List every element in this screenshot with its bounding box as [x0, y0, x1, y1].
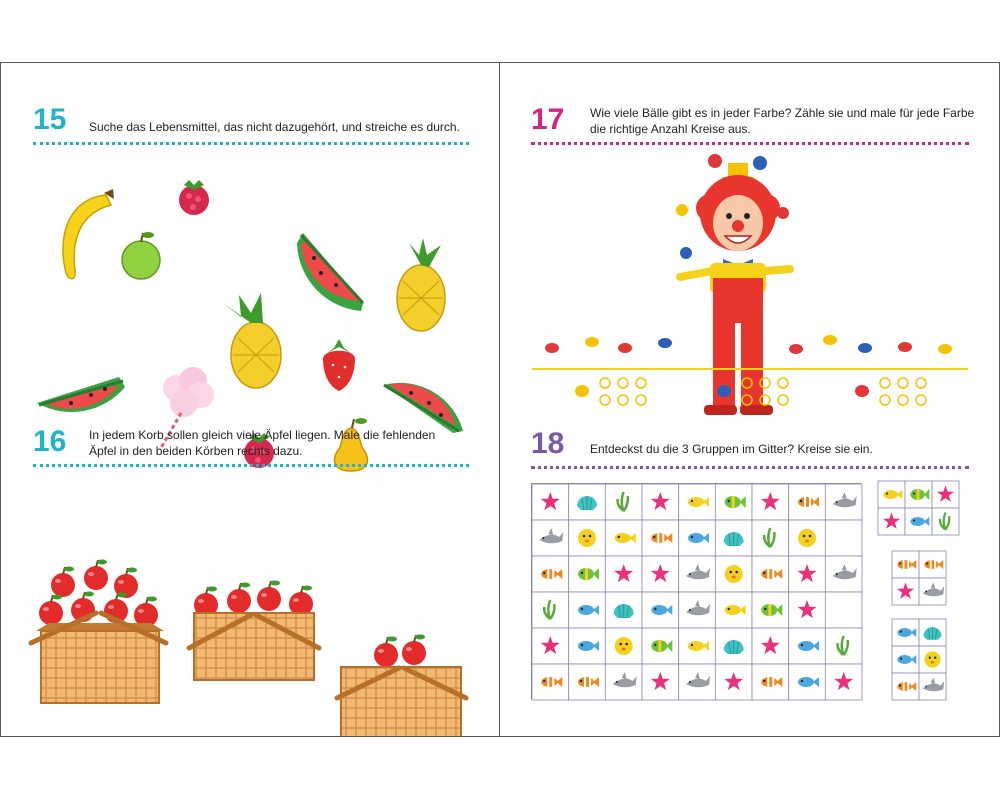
- watermelon-icon[interactable]: [384, 383, 463, 433]
- exercise-18-instruction: Entdeckst du die 3 Gruppen im Gitter? Kreise sie ein.: [590, 442, 873, 456]
- exercise-17-instruction-line-1: Wie viele Bälle gibt es in jeder Farbe? Zähle sie und male für jede Farbe: [590, 106, 975, 120]
- exercise-15-divider: [33, 142, 469, 145]
- exercise-17-divider: [531, 142, 969, 145]
- red-ball-counter: [855, 378, 926, 405]
- ball-icon: [753, 156, 767, 170]
- pufferfish-icon: [924, 651, 940, 667]
- exercise-17-number: 17: [531, 103, 565, 136]
- sea-creature-grid-cells: [532, 484, 862, 700]
- exercise-17-instruction-line-2: die richtige Anzahl Kreise aus.: [590, 122, 751, 136]
- exercise-16-instruction-line-2: Äpfel in den beiden Körben rechts dazu.: [89, 444, 303, 458]
- grid-cell[interactable]: [825, 592, 862, 628]
- exercise-17-juggler-scene: [500, 153, 1000, 413]
- ball-icon: [585, 337, 599, 347]
- watermelon-icon[interactable]: [297, 233, 363, 311]
- exercise-16-instruction-line-1: In jedem Korb sollen gleich viele Äpfel liegen. Male die fehlenden: [89, 428, 436, 442]
- left-page: [0, 62, 500, 737]
- ball-icon: [676, 204, 688, 216]
- exercise-15-instruction: Suche das Lebensmittel, das nicht dazugehört, und streiche es durch.: [89, 120, 460, 134]
- ball-icon: [618, 343, 632, 353]
- ball-icon: [898, 342, 912, 352]
- grid-cell[interactable]: [532, 592, 569, 628]
- ball-icon: [823, 335, 837, 345]
- exercise-16-number: 16: [33, 425, 67, 458]
- group-cell: [932, 508, 959, 535]
- apple-icon[interactable]: [122, 232, 160, 279]
- ball-icon: [858, 343, 872, 353]
- pineapple-icon[interactable]: [223, 293, 281, 388]
- sea-creature-grid: [531, 483, 861, 699]
- ball-icon: [789, 344, 803, 354]
- raspberry-icon[interactable]: [179, 180, 209, 215]
- ball-icon: [680, 247, 692, 259]
- ball-icon: [708, 154, 722, 168]
- ball-icon: [658, 338, 672, 348]
- exercise-15-food-area: [1, 163, 500, 423]
- exercise-15-number: 15: [33, 103, 67, 136]
- banana-icon[interactable]: [63, 189, 114, 279]
- ball-icon: [545, 343, 559, 353]
- basket-icon: [337, 635, 466, 738]
- pineapple-icon[interactable]: [397, 238, 445, 331]
- exercise-16-baskets: [1, 503, 500, 733]
- exercise-18-divider: [531, 466, 969, 469]
- watermelon-icon[interactable]: [37, 377, 125, 412]
- pufferfish-icon: [725, 565, 743, 583]
- clown-icon: [680, 163, 790, 415]
- grid-cell[interactable]: [825, 520, 862, 556]
- yellow-ball-counter: [575, 378, 646, 405]
- ball-icon: [777, 207, 789, 219]
- right-page: [499, 62, 1000, 737]
- exercise-18-number: 18: [531, 427, 565, 460]
- grid-cell[interactable]: [825, 628, 862, 664]
- grid-cell[interactable]: [752, 520, 789, 556]
- pufferfish-icon: [798, 529, 816, 547]
- exercise-16-divider: [33, 464, 469, 467]
- pufferfish-icon: [615, 637, 633, 655]
- basket-icon: [31, 560, 166, 704]
- basket-icon: [189, 581, 319, 681]
- ball-icon: [938, 344, 952, 354]
- sea-creature-groups: [875, 481, 975, 711]
- grid-cell[interactable]: [605, 484, 642, 520]
- pufferfish-icon: [578, 529, 596, 547]
- strawberry-icon[interactable]: [323, 339, 355, 391]
